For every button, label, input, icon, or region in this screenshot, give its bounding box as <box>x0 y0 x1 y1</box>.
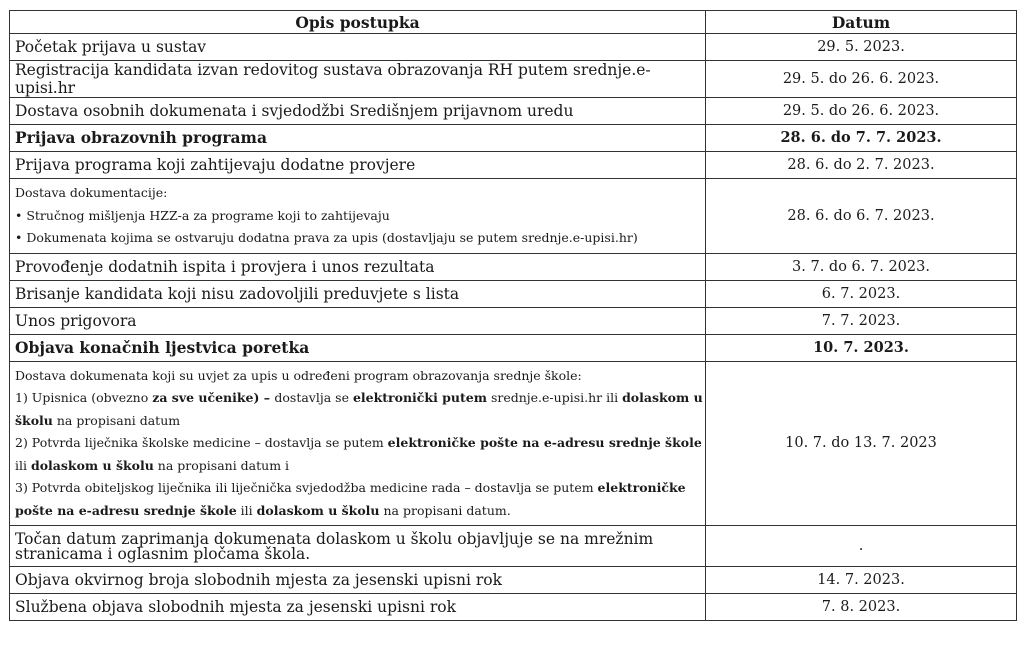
row-opis: Registracija kandidata izvan redovitog sustava obrazovanja RH putem srednje.e-upisi.hr <box>10 61 706 98</box>
dokumentacija-item: • Dokumenata kojima se ostvaruju dodatna prava za upis (dostavljaju se putem srednje.e-upisi.hr) <box>15 230 638 245</box>
row-opis: Dostava osobnih dokumenata i svjedodžbi Središnjem prijavnom uredu <box>10 98 706 125</box>
table-row <box>10 253 1017 280</box>
napomena-opis <box>10 526 706 567</box>
row-datum: 14. 7. 2023. <box>706 567 1017 594</box>
upis-text: 2) Potvrda liječnika školske medicine – dostavlja se putem <box>15 435 388 450</box>
table-row <box>10 125 1017 152</box>
schedule-table <box>9 10 1017 621</box>
table-row <box>10 98 1017 125</box>
table-row <box>10 280 1017 307</box>
upis-bold: za sve učenike) <box>152 390 260 405</box>
row-opis: Provođenje dodatnih ispita i provjera i unos rezultata <box>10 253 706 280</box>
table-row <box>10 152 1017 179</box>
dokumentacija-opis <box>10 179 706 254</box>
upis-bold: elektroničke pošte na e-adresu srednje škole <box>387 435 702 450</box>
header-opis: Opis postupka <box>10 11 706 34</box>
row-datum: 29. 5. do 26. 6. 2023. <box>706 61 1017 98</box>
upis-bold: – <box>259 390 275 405</box>
row-opis: Prijava obrazovnih programa <box>10 125 706 152</box>
upis-bold: elektronički putem <box>352 390 487 405</box>
row-datum: 10. 7. do 13. 7. 2023 <box>706 361 1017 526</box>
upis-text: 1) Upisnica (obvezno <box>15 390 153 405</box>
header-datum: Datum <box>706 11 1017 34</box>
upis-text: na propisani datum i <box>153 457 290 473</box>
upis-text: srednje.e-upisi.hr ili <box>486 390 623 405</box>
row-opis: Objava okvirnog broja slobodnih mjesta za jesenski upisni rok <box>10 567 706 594</box>
upis-text: dostavlja se <box>274 390 353 405</box>
upis-text: na propisani datum. <box>379 502 511 518</box>
upis-bold: dolaskom u <box>622 390 703 405</box>
row-opis: Prijava programa koji zahtijevaju dodatne provjere <box>10 152 706 179</box>
upis-text: 3) Potvrda obiteljskog liječnika ili liječnička svjedodžba medicine rada – dostavlja se putem <box>15 480 598 495</box>
table-row-napomena <box>10 526 1017 567</box>
row-datum: 29. 5. 2023. <box>706 34 1017 61</box>
upis-line <box>15 432 700 455</box>
row-datum: 10. 7. 2023. <box>706 334 1017 361</box>
upis-line <box>15 455 700 478</box>
table-row <box>10 567 1017 594</box>
upis-dokumenti-opis <box>10 361 706 526</box>
row-datum: . <box>706 526 1017 567</box>
upis-intro: Dostava dokumenata koji su uvjet za upis u određeni program obrazovanja srednje škole: <box>15 367 582 383</box>
napomena-line: stranicama i oglasnim pločama škola. <box>15 545 311 563</box>
upis-text: ili <box>236 502 257 518</box>
dokumentacija-intro: Dostava dokumentacije: <box>15 185 168 200</box>
upis-bold: elektroničke <box>597 480 686 495</box>
upis-bold: školu <box>15 412 53 428</box>
table-row <box>10 334 1017 361</box>
row-datum: 28. 6. do 7. 7. 2023. <box>706 125 1017 152</box>
upis-line <box>15 387 703 410</box>
napomena-line: Točan datum zaprimanja dokumenata dolaskom u školu objavljuje se na mrežnim <box>15 530 654 548</box>
row-datum: 6. 7. 2023. <box>706 280 1017 307</box>
table-row <box>10 61 1017 98</box>
row-opis: Objava konačnih ljestvica poretka <box>10 334 706 361</box>
header-row <box>10 11 1017 34</box>
table-row <box>10 34 1017 61</box>
upis-bold: dolaskom u školu <box>256 502 380 518</box>
row-datum: 29. 5. do 26. 6. 2023. <box>706 98 1017 125</box>
table-row <box>10 594 1017 621</box>
upis-text: ili <box>15 457 31 473</box>
row-opis: Početak prijava u sustav <box>10 34 706 61</box>
upis-text: na propisani datum <box>52 412 181 428</box>
row-datum: 7. 7. 2023. <box>706 307 1017 334</box>
upis-bold: dolaskom u školu <box>30 457 154 473</box>
upis-bold: pošte na e-adresu srednje škole <box>15 502 237 518</box>
row-datum: 7. 8. 2023. <box>706 594 1017 621</box>
upis-line <box>15 477 700 500</box>
row-opis: Unos prigovora <box>10 307 706 334</box>
row-opis: Službena objava slobodnih mjesta za jesenski upisni rok <box>10 594 706 621</box>
table-row-upis-dokumenti <box>10 361 1017 526</box>
row-datum: 3. 7. do 6. 7. 2023. <box>706 253 1017 280</box>
dokumentacija-item: • Stručnog mišljenja HZZ-a za programe koji to zahtijevaju <box>15 207 390 223</box>
row-opis: Brisanje kandidata koji nisu zadovoljili preduvjete s lista <box>10 280 706 307</box>
upis-line <box>15 500 700 523</box>
table-row-dokumentacija <box>10 179 1017 254</box>
napomena-text <box>15 532 700 566</box>
row-datum: 28. 6. do 6. 7. 2023. <box>706 179 1017 254</box>
row-datum: 28. 6. do 2. 7. 2023. <box>706 152 1017 179</box>
upis-line <box>15 410 700 433</box>
table-row <box>10 307 1017 334</box>
